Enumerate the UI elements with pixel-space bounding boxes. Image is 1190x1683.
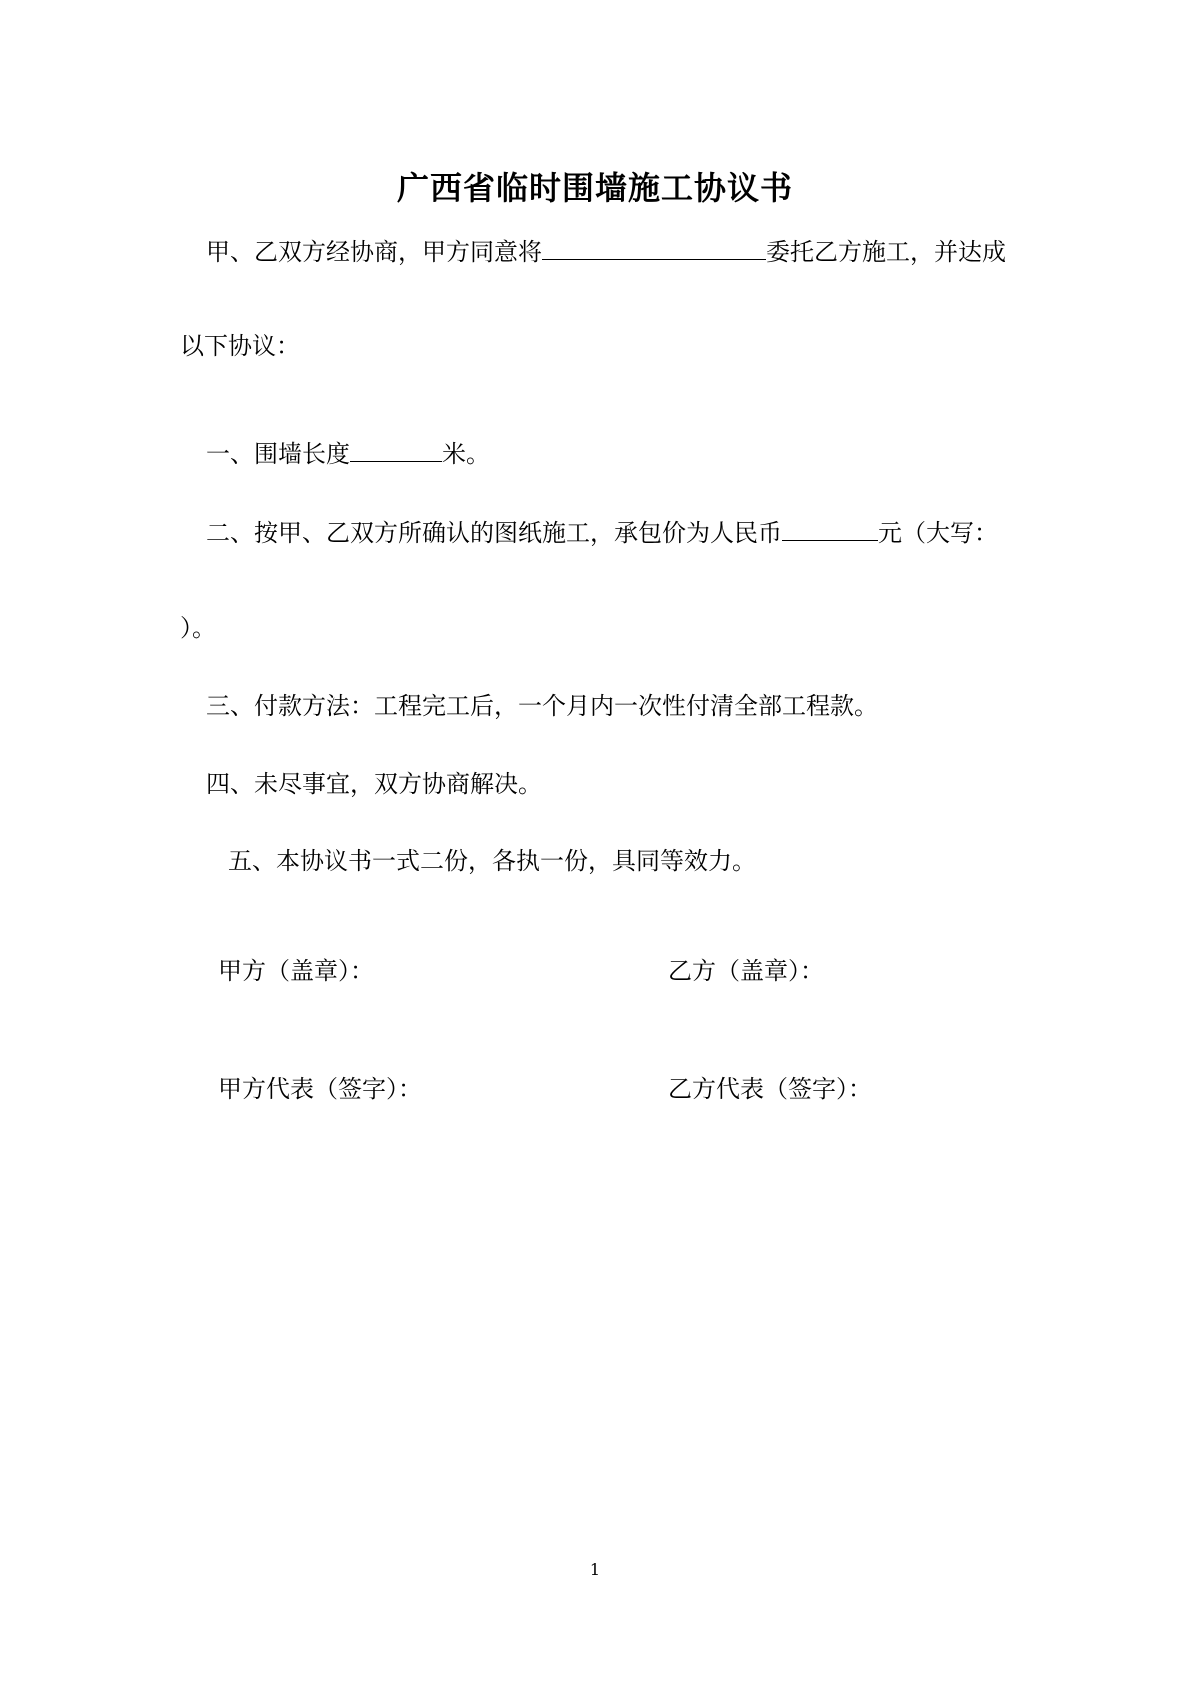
- party-a-rep-label: 甲方代表（签字）：: [218, 1075, 422, 1103]
- contract-price-blank[interactable]: [782, 518, 878, 541]
- intro-line: [206, 236, 1006, 268]
- intro-text-before: 甲、乙双方经协商，甲方同意将: [206, 238, 542, 266]
- party-b-seal-label: 乙方（盖章）：: [668, 957, 824, 985]
- project-name-blank[interactable]: [542, 237, 766, 260]
- clause-5: 五、本协议书一式二份，各执一份，具同等效力。: [228, 847, 756, 875]
- clause-1-text-after: 米。: [442, 440, 490, 468]
- clause-4: 四、未尽事宜，双方协商解决。: [206, 770, 542, 798]
- clause-2-continuation: ）。: [180, 614, 216, 642]
- clause-1-text-before: 一、围墙长度: [206, 440, 350, 468]
- clause-2: [206, 517, 998, 549]
- clause-2-text-before: 二、按甲、乙双方所确认的图纸施工，承包价为人民币: [206, 519, 782, 547]
- intro-continuation: 以下协议：: [180, 332, 300, 360]
- party-a-seal-label: 甲方（盖章）：: [218, 957, 374, 985]
- wall-length-blank[interactable]: [350, 439, 442, 462]
- intro-text-after: 委托乙方施工，并达成: [766, 238, 1006, 266]
- clause-2-text-after: 元（大写：: [878, 519, 998, 547]
- page-number: 1: [589, 1560, 601, 1579]
- clause-1: [206, 438, 490, 470]
- clause-3: 三、付款方法：工程完工后，一个月内一次性付清全部工程款。: [206, 692, 878, 720]
- party-b-rep-label: 乙方代表（签字）：: [668, 1075, 872, 1103]
- document-title: 广西省临时围墙施工协议书: [396, 169, 793, 207]
